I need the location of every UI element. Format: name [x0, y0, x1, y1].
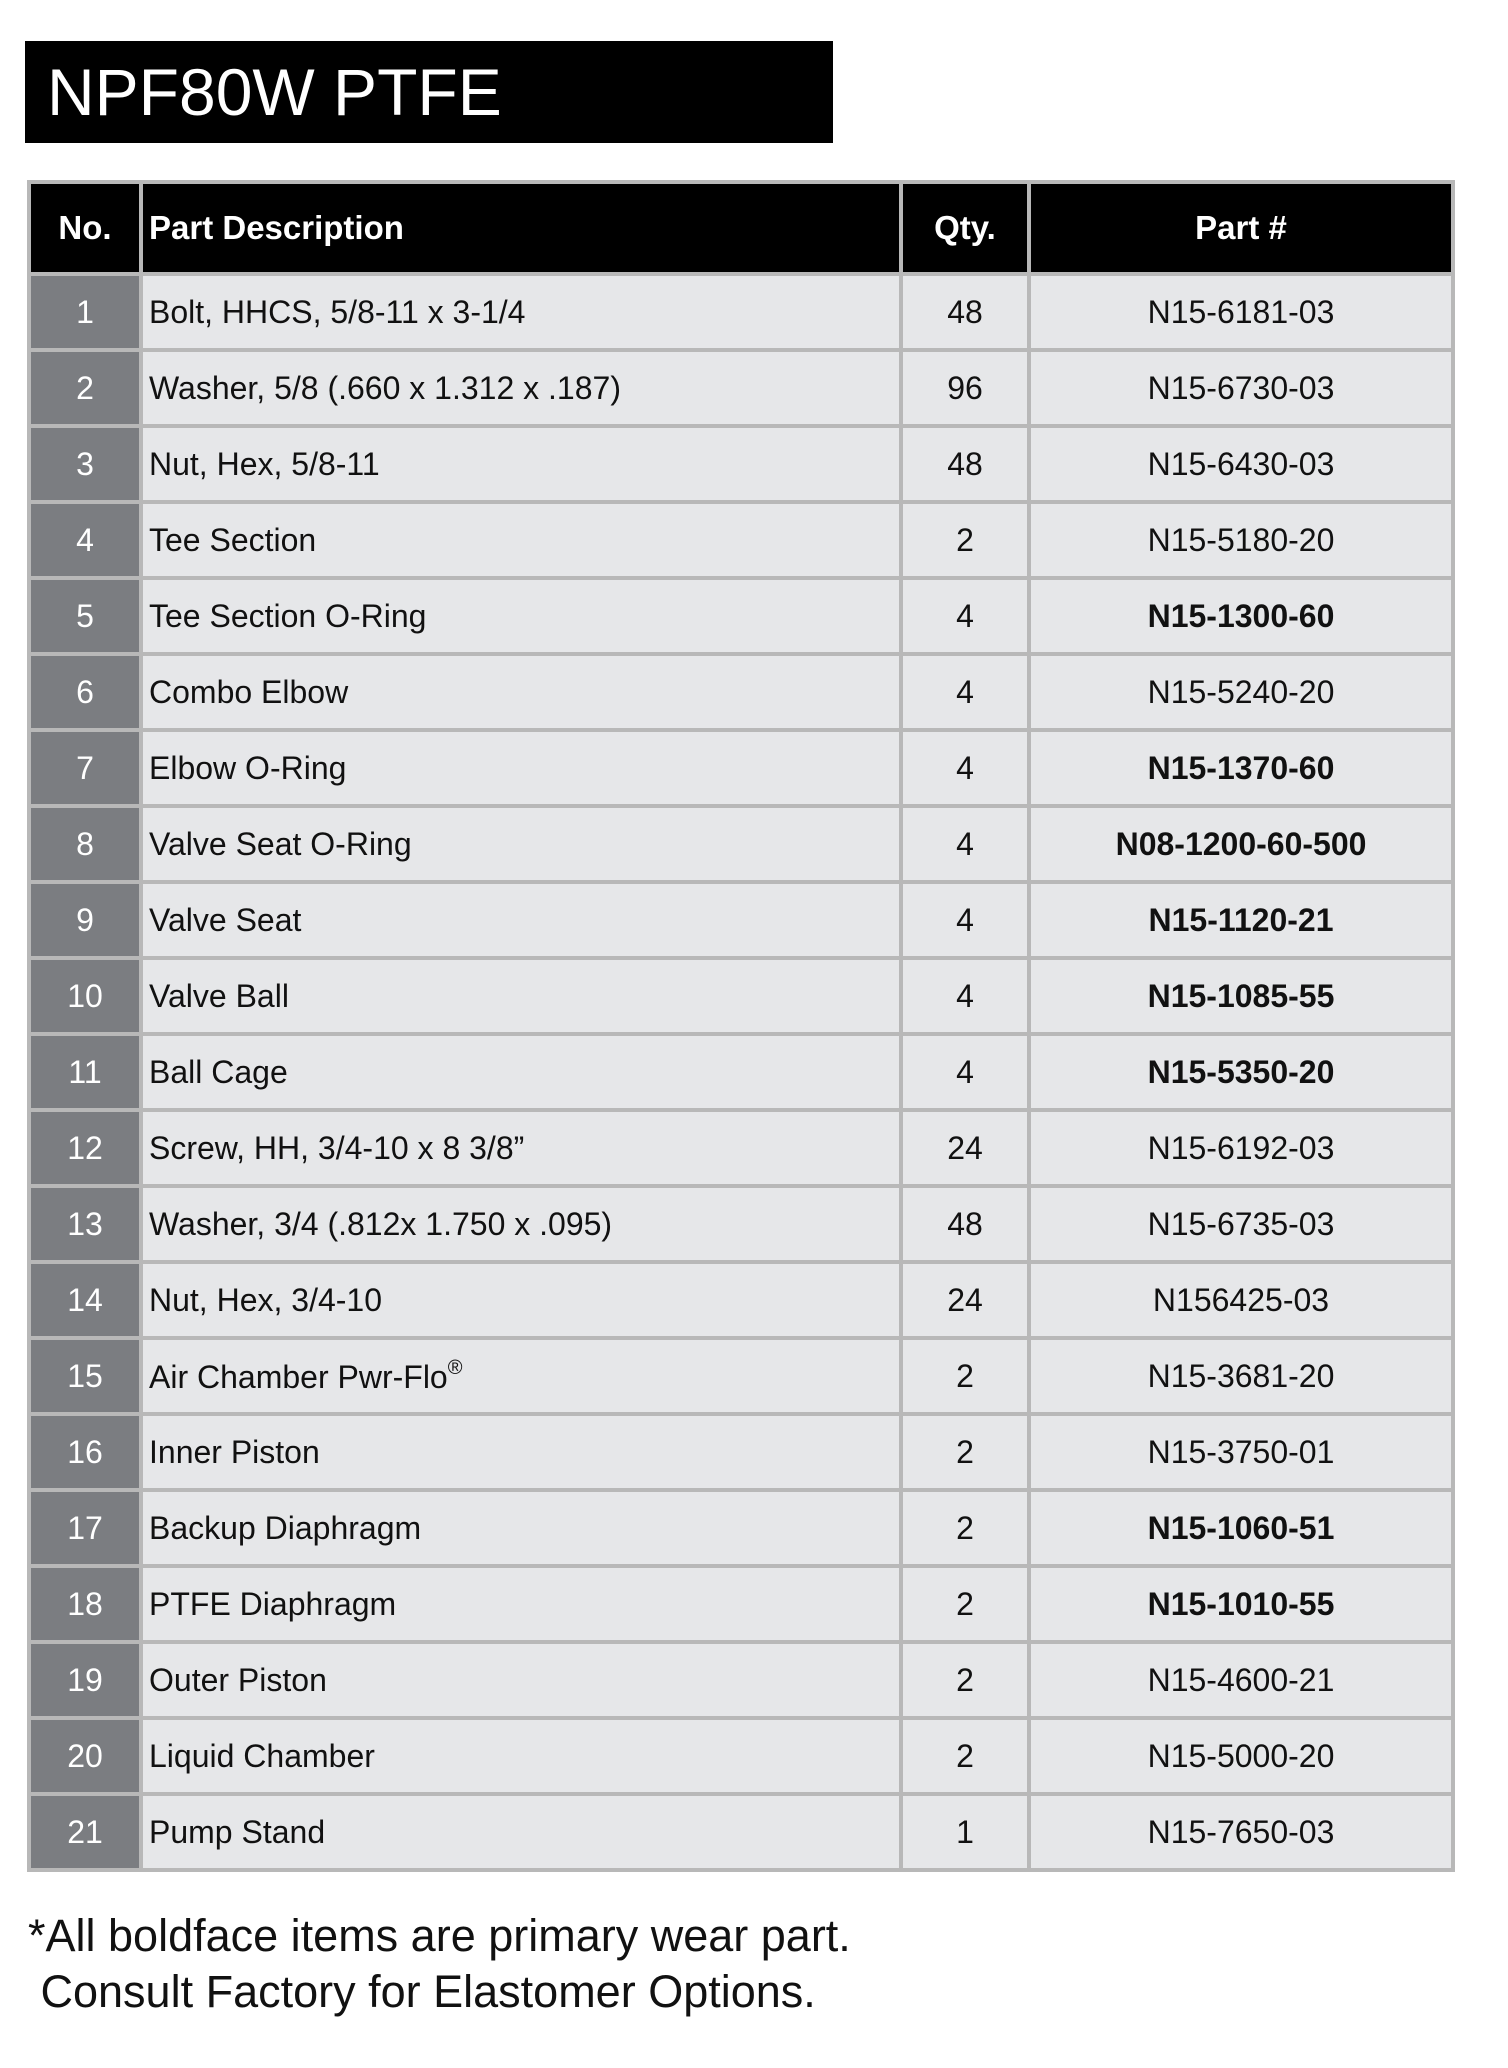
column-header-no: No. [29, 182, 141, 274]
cell-part-description [141, 1718, 901, 1794]
cell-item-number: 2 [29, 350, 141, 426]
cell-part-number: N15-6192-03 [1029, 1110, 1453, 1186]
cell-part-description [141, 882, 901, 958]
part-description-text: Ball Cage [149, 1053, 288, 1090]
column-header-qty: Qty. [901, 182, 1029, 274]
cell-quantity: 2 [901, 1642, 1029, 1718]
cell-part-description [141, 350, 901, 426]
cell-part-number: N15-7650-03 [1029, 1794, 1453, 1870]
cell-item-number: 5 [29, 578, 141, 654]
part-description-text: Valve Ball [149, 977, 289, 1014]
cell-quantity: 2 [901, 502, 1029, 578]
cell-part-description [141, 1262, 901, 1338]
part-description-text: Liquid Chamber [149, 1737, 375, 1774]
cell-part-description [141, 958, 901, 1034]
cell-item-number: 21 [29, 1794, 141, 1870]
cell-quantity: 4 [901, 958, 1029, 1034]
cell-quantity: 2 [901, 1338, 1029, 1414]
cell-quantity: 48 [901, 274, 1029, 350]
cell-part-number: N15-6735-03 [1029, 1186, 1453, 1262]
part-description-text: Bolt, HHCS, 5/8-11 x 3-1/4 [149, 293, 526, 330]
cell-part-description [141, 1338, 901, 1414]
cell-quantity: 24 [901, 1110, 1029, 1186]
cell-part-description [141, 806, 901, 882]
cell-part-number: N15-1120-21 [1029, 882, 1453, 958]
table-header-row [29, 182, 1453, 274]
part-description-text: Backup Diaphragm [149, 1509, 422, 1546]
cell-part-description [141, 1490, 901, 1566]
table-row [29, 1794, 1453, 1870]
part-description-text: Outer Piston [149, 1661, 327, 1698]
cell-part-description [141, 426, 901, 502]
cell-part-number: N15-3750-01 [1029, 1414, 1453, 1490]
registered-mark: ® [447, 1356, 463, 1379]
table-row [29, 882, 1453, 958]
column-header-part: Part # [1029, 182, 1453, 274]
cell-part-number: N15-1060-51 [1029, 1490, 1453, 1566]
cell-quantity: 4 [901, 1034, 1029, 1110]
cell-part-number: N15-1300-60 [1029, 578, 1453, 654]
table-row [29, 730, 1453, 806]
cell-quantity: 48 [901, 1186, 1029, 1262]
cell-quantity: 48 [901, 426, 1029, 502]
cell-part-description [141, 1186, 901, 1262]
cell-quantity: 2 [901, 1566, 1029, 1642]
cell-part-number: N15-6181-03 [1029, 274, 1453, 350]
cell-item-number: 16 [29, 1414, 141, 1490]
cell-part-description [141, 1034, 901, 1110]
table-row [29, 426, 1453, 502]
table-row [29, 958, 1453, 1034]
cell-part-number: N15-1085-55 [1029, 958, 1453, 1034]
column-header-description: Part Description [141, 182, 901, 274]
cell-item-number: 10 [29, 958, 141, 1034]
cell-quantity: 24 [901, 1262, 1029, 1338]
cell-item-number: 13 [29, 1186, 141, 1262]
table-row [29, 1262, 1453, 1338]
footnote-line-1: *All boldface items are primary wear part. [28, 1910, 851, 1961]
footnote-line-2: Consult Factory for Elastomer Options. [28, 1966, 816, 2017]
cell-item-number: 15 [29, 1338, 141, 1414]
cell-quantity: 4 [901, 654, 1029, 730]
cell-item-number: 6 [29, 654, 141, 730]
cell-item-number: 20 [29, 1718, 141, 1794]
cell-item-number: 14 [29, 1262, 141, 1338]
cell-part-description [141, 730, 901, 806]
table-row [29, 654, 1453, 730]
table-row [29, 1490, 1453, 1566]
cell-quantity: 2 [901, 1718, 1029, 1794]
cell-part-number: N15-5240-20 [1029, 654, 1453, 730]
table-row [29, 806, 1453, 882]
cell-quantity: 4 [901, 578, 1029, 654]
cell-quantity: 2 [901, 1414, 1029, 1490]
cell-quantity: 1 [901, 1794, 1029, 1870]
cell-quantity: 4 [901, 806, 1029, 882]
table-row [29, 1414, 1453, 1490]
cell-part-number: N15-5350-20 [1029, 1034, 1453, 1110]
table-body [29, 274, 1453, 1870]
cell-part-description [141, 502, 901, 578]
cell-part-description [141, 1642, 901, 1718]
cell-part-description [141, 1110, 901, 1186]
cell-quantity: 4 [901, 730, 1029, 806]
cell-part-number: N08-1200-60-500 [1029, 806, 1453, 882]
cell-part-description [141, 274, 901, 350]
part-description-text: Tee Section O-Ring [149, 597, 427, 634]
footnote [28, 1908, 851, 2020]
cell-item-number: 19 [29, 1642, 141, 1718]
part-description-text: Combo Elbow [149, 673, 349, 710]
cell-item-number: 7 [29, 730, 141, 806]
table-row [29, 1566, 1453, 1642]
cell-part-number: N15-4600-21 [1029, 1642, 1453, 1718]
cell-item-number: 9 [29, 882, 141, 958]
cell-quantity: 4 [901, 882, 1029, 958]
table-row [29, 1110, 1453, 1186]
cell-part-description [141, 578, 901, 654]
part-description-text: PTFE Diaphragm [149, 1585, 397, 1622]
part-description-text: Valve Seat O-Ring [149, 825, 412, 862]
cell-part-number: N15-3681-20 [1029, 1338, 1453, 1414]
cell-part-number: N15-6730-03 [1029, 350, 1453, 426]
cell-part-number: N15-6430-03 [1029, 426, 1453, 502]
part-description-text: Nut, Hex, 3/4-10 [149, 1281, 382, 1318]
cell-part-description [141, 1566, 901, 1642]
cell-quantity: 96 [901, 350, 1029, 426]
cell-item-number: 8 [29, 806, 141, 882]
cell-part-description [141, 654, 901, 730]
table-row [29, 1338, 1453, 1414]
part-description-text: Elbow O-Ring [149, 749, 347, 786]
table-row [29, 350, 1453, 426]
cell-item-number: 1 [29, 274, 141, 350]
cell-part-number: N15-5000-20 [1029, 1718, 1453, 1794]
page-title: NPF80W PTFE [25, 41, 833, 143]
cell-part-number: N15-1010-55 [1029, 1566, 1453, 1642]
part-description-text: Nut, Hex, 5/8-11 [149, 445, 380, 482]
table-row [29, 1642, 1453, 1718]
table-row [29, 502, 1453, 578]
cell-item-number: 4 [29, 502, 141, 578]
table-row [29, 1718, 1453, 1794]
table-row [29, 578, 1453, 654]
part-description-text: Inner Piston [149, 1433, 320, 1470]
part-description-text: Screw, HH, 3/4-10 x 8 3/8” [149, 1129, 525, 1166]
part-description-text: Tee Section [149, 521, 317, 558]
cell-part-number: N156425-03 [1029, 1262, 1453, 1338]
cell-part-description [141, 1414, 901, 1490]
table-row [29, 1186, 1453, 1262]
cell-item-number: 17 [29, 1490, 141, 1566]
part-description-text: Pump Stand [149, 1813, 326, 1850]
cell-item-number: 11 [29, 1034, 141, 1110]
cell-part-number: N15-1370-60 [1029, 730, 1453, 806]
cell-item-number: 18 [29, 1566, 141, 1642]
part-description-text: Washer, 5/8 (.660 x 1.312 x .187) [149, 369, 621, 406]
table-row [29, 274, 1453, 350]
cell-part-description [141, 1794, 901, 1870]
cell-quantity: 2 [901, 1490, 1029, 1566]
parts-table [27, 180, 1455, 1872]
cell-part-number: N15-5180-20 [1029, 502, 1453, 578]
part-description-text: Air Chamber Pwr-Flo [149, 1358, 448, 1395]
cell-item-number: 3 [29, 426, 141, 502]
part-description-text: Washer, 3/4 (.812x 1.750 x .095) [149, 1205, 613, 1242]
cell-item-number: 12 [29, 1110, 141, 1186]
part-description-text: Valve Seat [149, 901, 302, 938]
table-row [29, 1034, 1453, 1110]
